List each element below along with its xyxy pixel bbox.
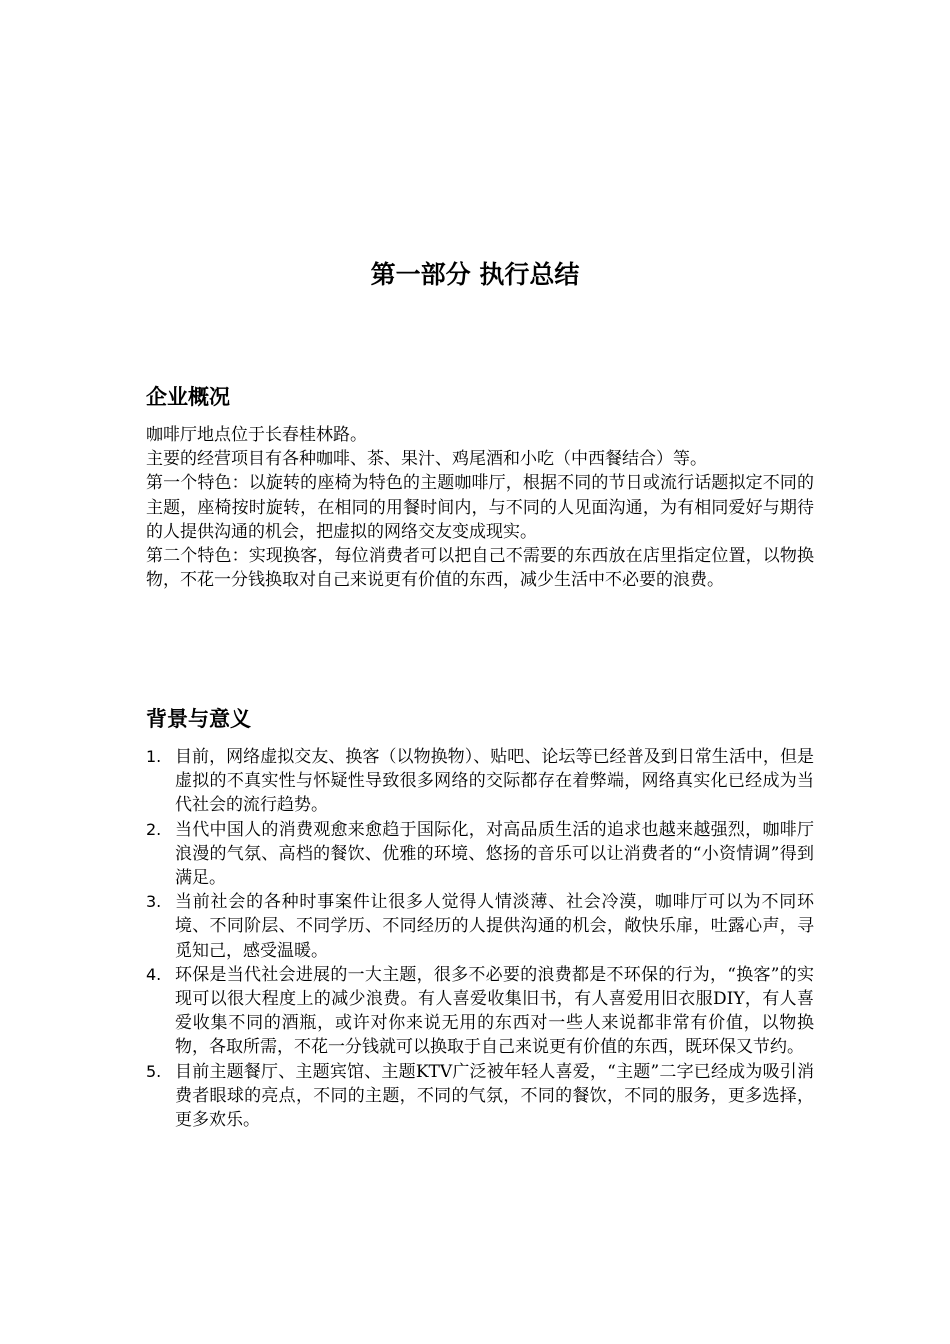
section-heading-background: 背景与意义 — [146, 707, 251, 731]
list-item-number: 1. — [146, 747, 162, 766]
list-item — [146, 890, 814, 963]
list-item — [146, 963, 814, 1060]
overview-paragraph: 咖啡厅地点位于长春桂林路。 — [146, 425, 367, 445]
overview-paragraph: 主要的经营项目有各种咖啡、茶、果汁、鸡尾酒和小吃（中西餐结合）等。 — [146, 449, 707, 470]
list-item-text: 环保是当代社会进展的一大主题，很多不必要的浪费都是不环保的行为，“换客”的实现可以很大程度上的减少浪费。有人喜爱收集旧书，有人喜爱用旧衣服DIY，有人喜爱收集不同的酒瓶，或许对你来说无用的东西对一些人来说都非常有价值，以物换物，各取所需，不花一分钱就可以换取于自己来说更有价值的东西，既环保又节约。 — [175, 964, 814, 1058]
section-heading-overview: 企业概况 — [146, 385, 230, 409]
overview-paragraph: 第一个特色：以旋转的座椅为特色的主题咖啡厅，根据不同的节日或流行话题拟定不同的主题，座椅按时旋转，在相同的用餐时间内，与不同的人见面沟通，为有相同爱好与期待的人提供沟通的机会，把虚拟的网络交友变成现实。 — [146, 473, 814, 542]
overview-body — [146, 423, 814, 592]
list-item-text: 当代中国人的消费观愈来愈趋于国际化，对高品质生活的追求也越来越强烈，咖啡厅浪漫的气氛、高档的餐饮、优雅的环境、悠扬的音乐可以让消费者的“小资情调”得到满足。 — [175, 819, 814, 889]
list-item — [146, 818, 814, 891]
background-list — [146, 745, 814, 1132]
list-item-number: 5. — [146, 1061, 162, 1081]
list-item — [146, 745, 814, 818]
list-item-number: 4. — [146, 964, 162, 984]
list-item-text: 目前主题餐厅、主题宾馆、主题KTV广泛被年轻人喜爱，“主题”二字已经成为吸引消费者眼球的亮点，不同的主题，不同的气氛，不同的餐饮，不同的服务，更多选择，更多欢乐。 — [175, 1061, 814, 1131]
part-title: 第一部分 执行总结 — [370, 260, 580, 289]
list-item-number: 2. — [146, 819, 162, 839]
overview-paragraph: 第二个特色：实现换客，每位消费者可以把自己不需要的东西放在店里指定位置，以物换物，不花一分钱换取对自己来说更有价值的东西，减少生活中不必要的浪费。 — [146, 546, 814, 591]
list-item-text: 目前，网络虚拟交友、换客（以物换物）、贴吧、论坛等已经普及到日常生活中，但是虚拟的不真实性与怀疑性导致很多网络的交际都存在着弊端，网络真实化已经成为当代社会的流行趋势。 — [175, 747, 814, 816]
list-item-text: 当前社会的各种时事案件让很多人觉得人情淡薄、社会冷漠，咖啡厅可以为不同环境、不同阶层、不同学历、不同经历的人提供沟通的机会，敞快乐扉，吐露心声，寻觅知己，感受温暖。 — [175, 892, 814, 961]
list-item-number: 3. — [146, 892, 162, 912]
list-item — [146, 1060, 814, 1133]
